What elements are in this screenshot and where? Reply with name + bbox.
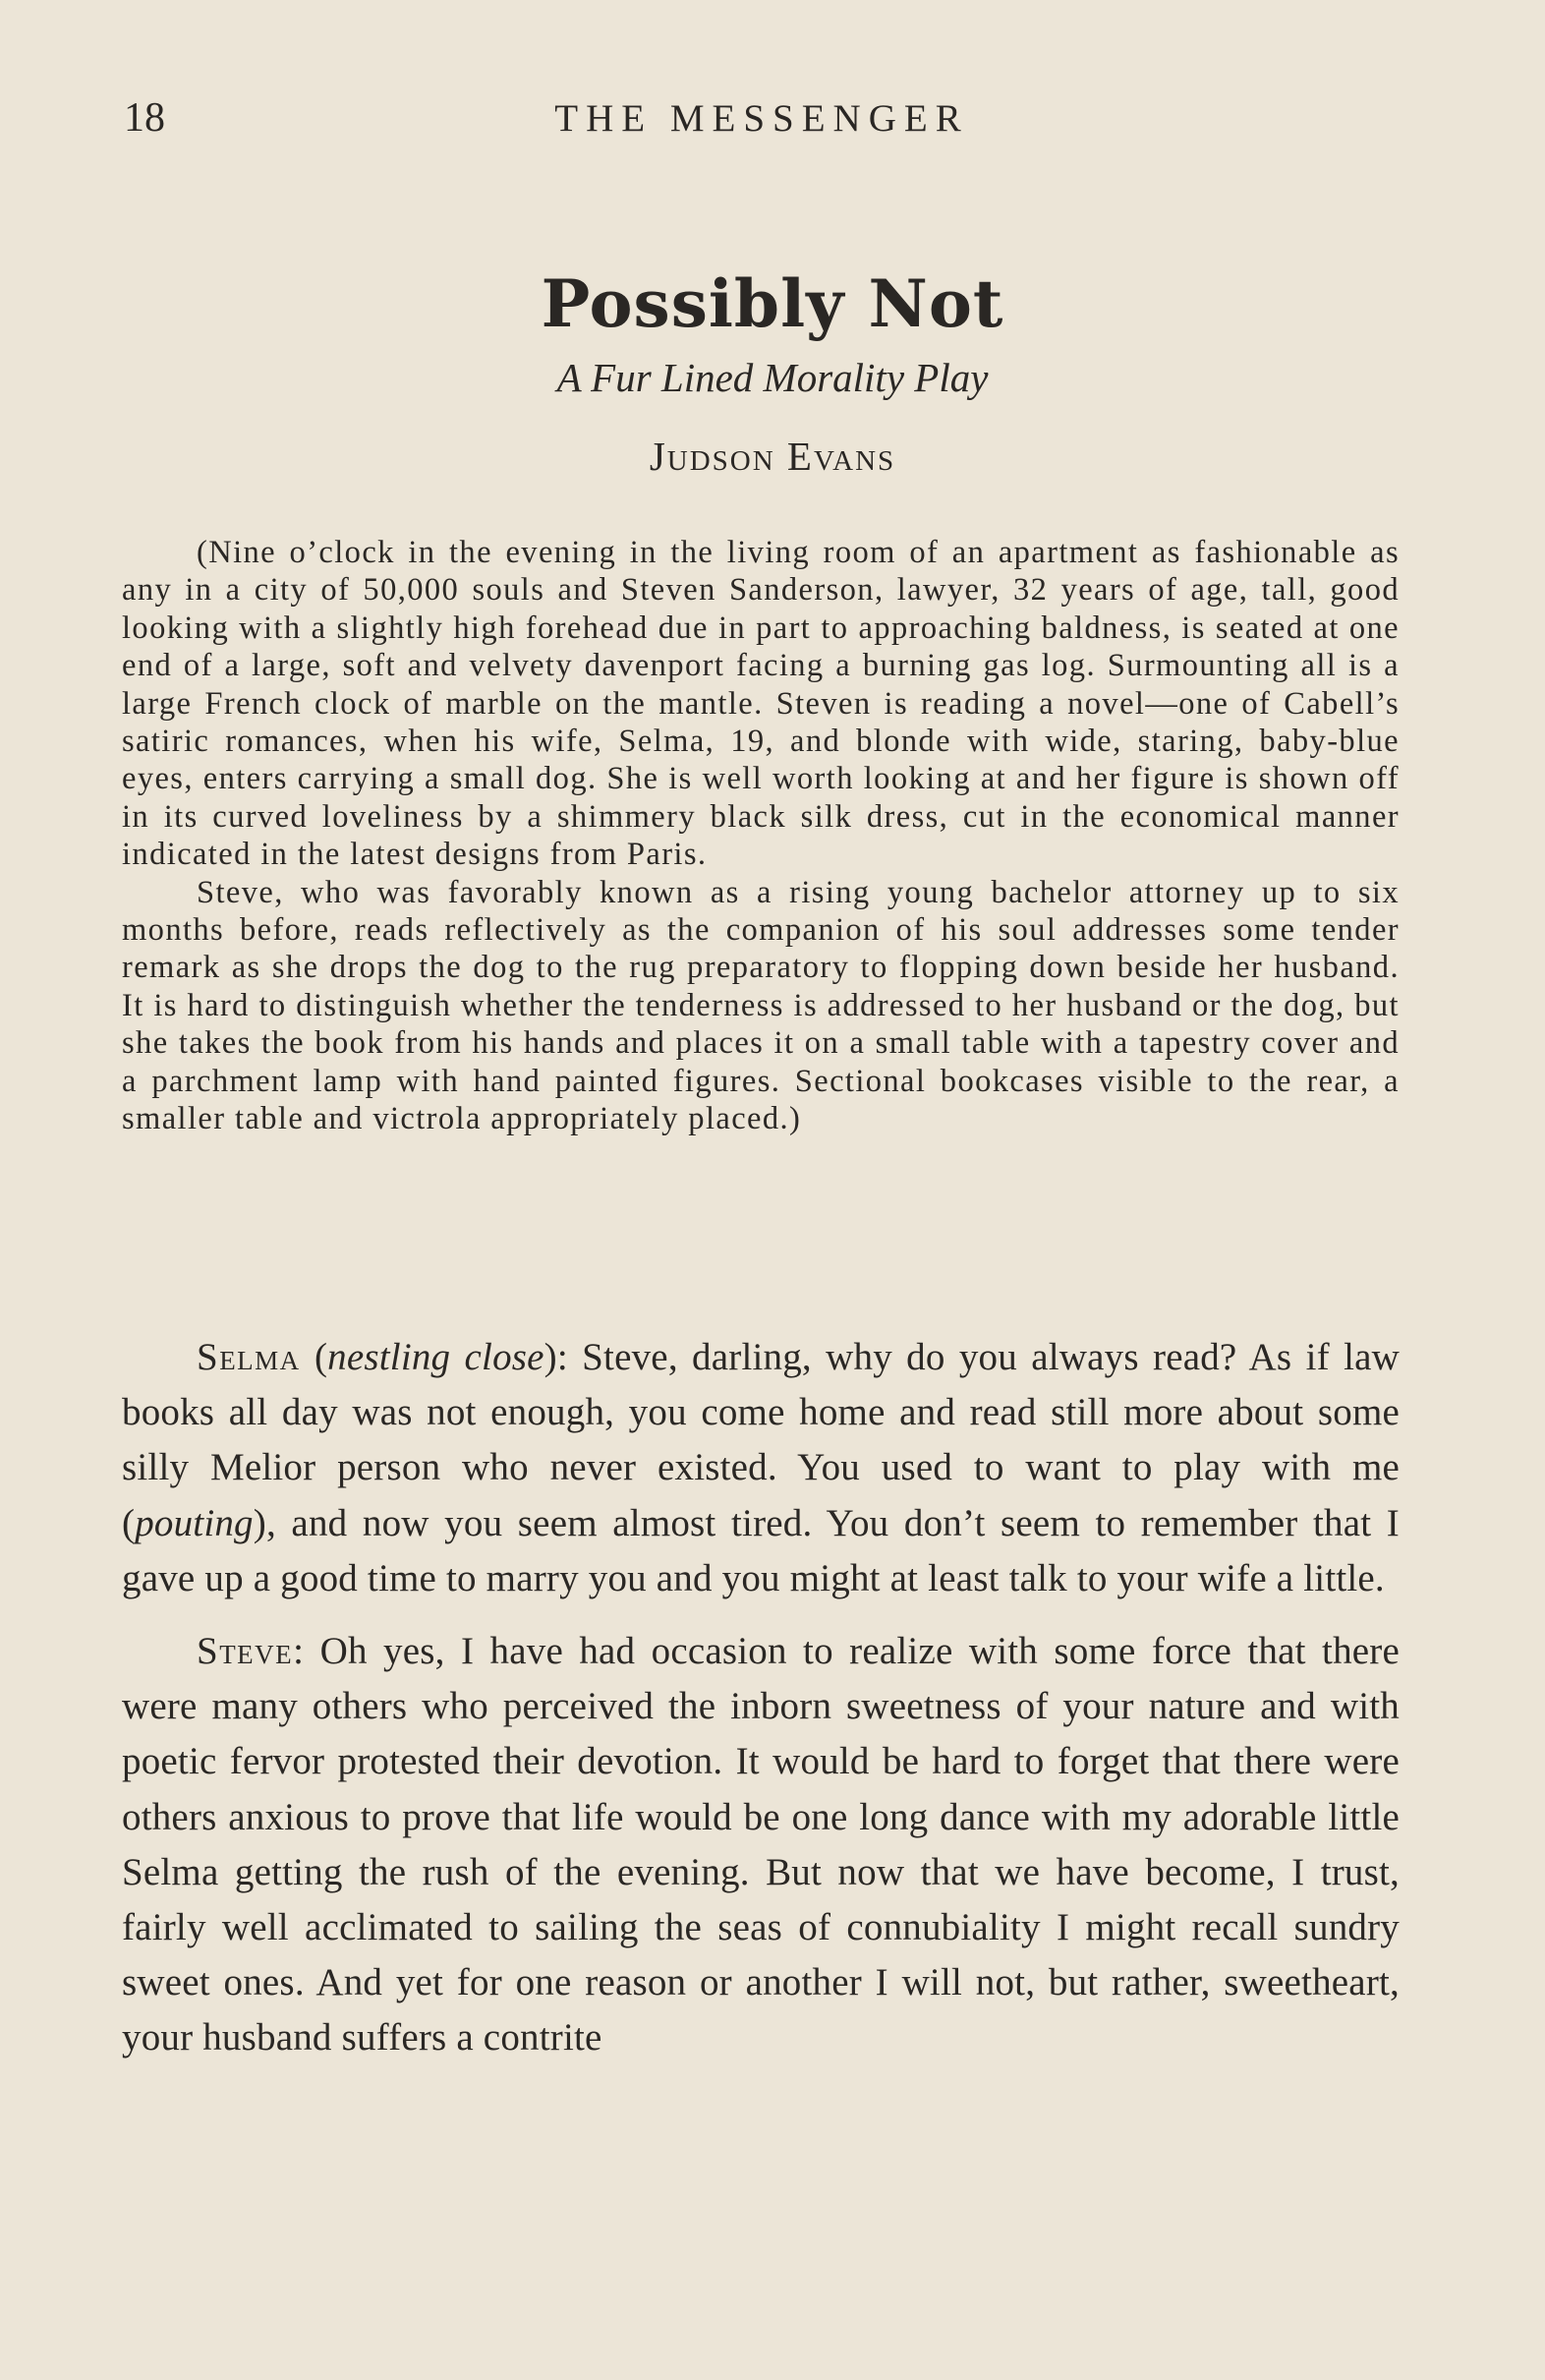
running-head (124, 94, 1400, 153)
page-number: 18 (124, 95, 165, 141)
dialogue-line-selma: Selma (nestling close): Steve, darling, why do you always read? As if law books all day was not enough, you come home and read still more about some silly Melior person who never existed. You used to want to play with me (pouting), and now you seem almost tired. You don’t seem to remember that I gave up a good time to marry you and you might at least talk to your wife a little. (122, 1336, 1400, 1599)
dialogue-text: Steve, darling, why do you always read? As if law books all day was not enough, you come home and read still more about some silly Melior person who never existed. You used to want to play with me ( (122, 1336, 1400, 1544)
dialogue-text: Oh yes, I have had occasion to realize with some force that there were many others who perceived the inborn sweetness of your nature and with poetic fervor protested their devotion. It would be hard to forget that there were others anxious to prove that life would be one long dance with my adorable little Selma getting the rush of the evening. But now that we have become, I trust, fairly well acclimated to sailing the seas of connubiality I might recall sundry sweet ones. And yet for one reason or another I will not, but rather, sweetheart, your husband suffers a contrite (122, 1630, 1400, 2060)
article-title: Possibly Not (541, 265, 1004, 342)
stage-cue: nestling close (327, 1336, 544, 1378)
article-subtitle: A Fur Lined Morality Play (556, 355, 989, 400)
dialogue-text: ), and now you seem almost tired. You don’t seem to remember that I gave up a good time to marry you and you might at least talk to your wife a little. (122, 1501, 1400, 1599)
stage-direction-paragraph: (Nine o’clock in the evening in the living room of an apartment as fashionable as any in a city of 50,000 souls and Steven Sanderson, lawyer, 32 years of age, tall, good looking with a slightly high forehead due in part to approaching baldness, is seated at one end of a large, soft and velvety davenport facing a burning gas log. Surmounting all is a large French clock of marble on the mantle. Steven is reading a novel—one of Cabell’s satiric romances, when his wife, Selma, 19, and blonde with wide, staring, baby-blue eyes, enters carrying a small dog. She is well worth looking at and her figure is shown off in its curved loveliness by a shimmery black silk dress, cut in the economical manner indicated in the latest designs from Paris. (122, 535, 1400, 873)
journal-title: THE MESSENGER (554, 97, 969, 140)
stage-directions (122, 534, 1400, 1138)
article-author: Judson Evans (649, 434, 896, 479)
speaker-name: Steve (197, 1630, 294, 1673)
stage-direction-paragraph: Steve, who was favorably known as a rising young bachelor attorney up to six months before, reads reflectively as the companion of his soul addresses some tender remark as she drops the dog to the rug preparatory to flopping down beside her husband. It is hard to distinguish whether the tenderness is addressed to her husband or the dog, but she takes the book from his hands and places it on a small table with a tapestry cover and a parchment lamp with hand painted figures. Sectional bookcases visible to the rear, a smaller table and victrola appropriately placed.) (122, 874, 1400, 1137)
stage-cue: pouting (135, 1501, 254, 1544)
dialogue (122, 1330, 1400, 2084)
speaker-name: Selma (197, 1336, 301, 1378)
dialogue-line-steve: Steve: Oh yes, I have had occasion to realize with some force that there were many others who perceived the inborn sweetness of your nature and with poetic fervor protested their devotion. It would be hard to forget that there were others anxious to prove that life would be one long dance with my adorable little Selma getting the rush of the evening. But now that we have become, I trust, fairly well acclimated to sailing the seas of connubiality I might recall sundry sweet ones. And yet for one reason or another I will not, but rather, sweetheart, your husband suffers a contrite (122, 1630, 1400, 2060)
